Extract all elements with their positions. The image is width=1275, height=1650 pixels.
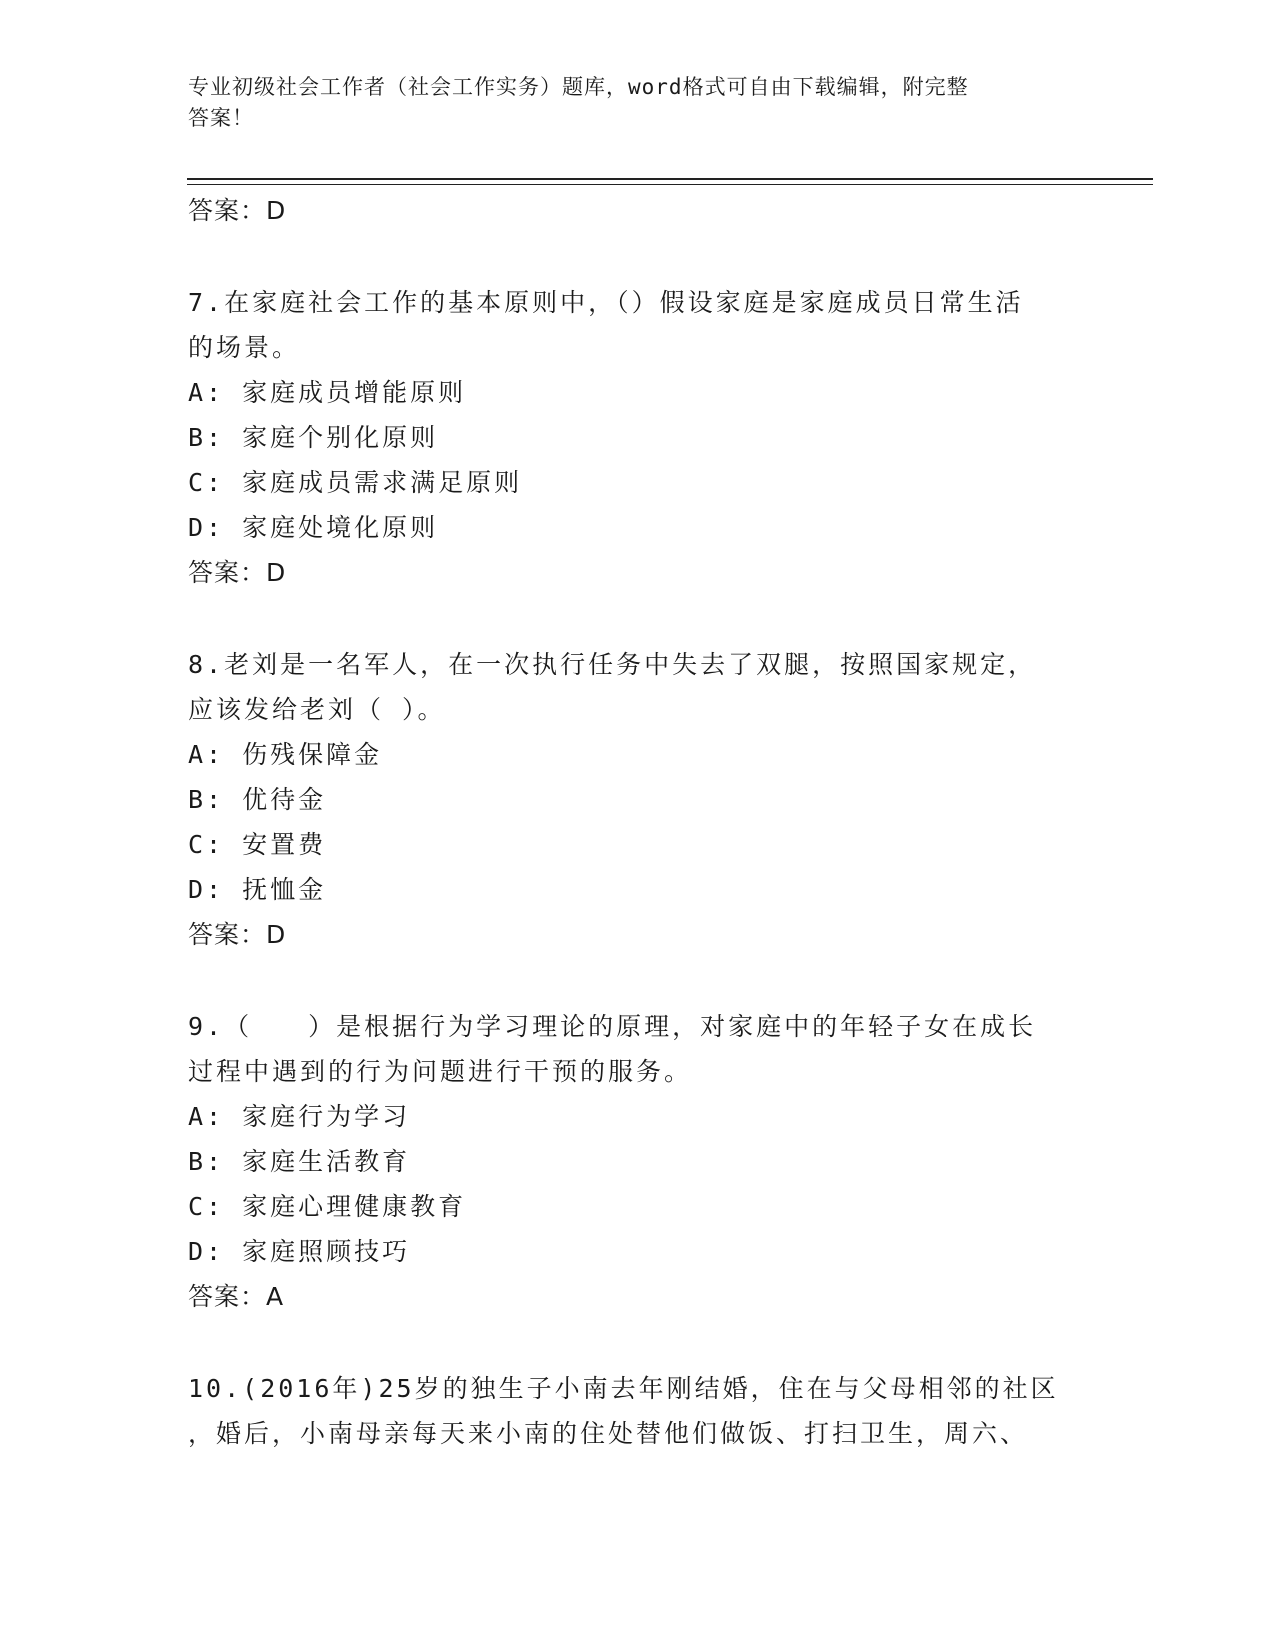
question-9-option-c: C: 家庭心理健康教育 <box>188 1192 467 1221</box>
question-7-option-d: D: 家庭处境化原则 <box>188 513 439 542</box>
question-7-answer: 答案：D <box>188 558 287 587</box>
question-9-option-d: D: 家庭照顾技巧 <box>188 1237 411 1266</box>
question-8-option-d: D: 抚恤金 <box>188 875 327 904</box>
question-7 <box>188 280 1088 595</box>
question-8-option-c: C: 安置费 <box>188 830 327 859</box>
document-header <box>188 72 1068 134</box>
question-7-option-b: B: 家庭个别化原则 <box>188 423 439 452</box>
question-8-option-b: B: 优待金 <box>188 785 327 814</box>
question-9-stem-line-2: 过程中遇到的行为问题进行干预的服务。 <box>188 1057 693 1086</box>
question-10-stem-line-2: ，婚后，小南母亲每天来小南的住处替他们做饭、打扫卫生，周六、 <box>188 1419 1029 1448</box>
question-9-stem-line-1: 9.（ ）是根据行为学习理论的原理，对家庭中的年轻子女在成长 <box>188 1012 1037 1041</box>
question-9-answer: 答案：A <box>188 1282 285 1311</box>
question-8-answer: 答案：D <box>188 920 287 949</box>
question-8 <box>188 642 1088 957</box>
question-9-option-a: A: 家庭行为学习 <box>188 1102 411 1131</box>
header-line-1: 专业初级社会工作者（社会工作实务）题库，word格式可自由下载编辑，附完整 <box>188 75 969 99</box>
question-7-option-a: A: 家庭成员增能原则 <box>188 378 467 407</box>
question-10-stem-line-1: 10.(2016年)25岁的独生子小南去年刚结婚，住在与父母相邻的社区 <box>188 1374 1059 1403</box>
question-8-stem-line-1: 8.老刘是一名军人，在一次执行任务中失去了双腿，按照国家规定， <box>188 650 1037 679</box>
header-divider-top <box>187 178 1153 180</box>
question-9-option-b: B: 家庭生活教育 <box>188 1147 411 1176</box>
question-7-stem-line-1: 7.在家庭社会工作的基本原则中，（）假设家庭是家庭成员日常生活 <box>188 288 1024 317</box>
document-body <box>188 188 1088 1456</box>
question-7-stem-line-2: 的场景。 <box>188 333 301 362</box>
answer-q6: 答案：D <box>188 196 287 225</box>
question-10 <box>188 1366 1088 1456</box>
question-7-option-c: C: 家庭成员需求满足原则 <box>188 468 523 497</box>
question-8-stem-line-2: 应该发给老刘（ ）。 <box>188 695 446 724</box>
header-divider-bottom <box>187 184 1153 185</box>
question-8-option-a: A: 伤残保障金 <box>188 740 383 769</box>
header-line-2: 答案！ <box>188 106 254 130</box>
question-9 <box>188 1004 1088 1319</box>
